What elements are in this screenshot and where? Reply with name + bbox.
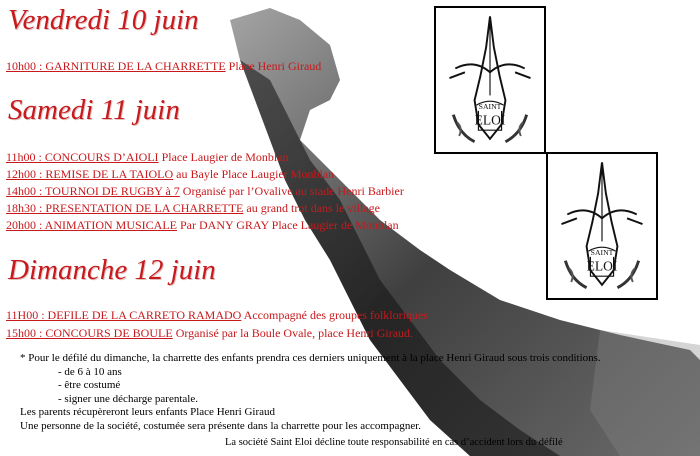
note-condition: - signer une décharge parentale.: [58, 392, 198, 405]
saint-eloi-emblem-icon: [548, 154, 656, 298]
note-condition: - être costumé: [58, 379, 121, 391]
event-detail: Place Henri Giraud: [225, 59, 322, 73]
event-rugby: [6, 184, 404, 198]
event-label: 15h00 : CONCOURS DE BOULE: [6, 326, 173, 340]
event-label: 12h00 : REMISE DE LA TAIOLO: [6, 167, 174, 181]
saint-eloi-emblem-icon: [436, 8, 544, 152]
emblem-text-eloi: ELOI: [474, 112, 506, 128]
day-title-vendredi: Vendredi 10 juin: [8, 4, 199, 36]
event-boule: [6, 326, 413, 340]
event-detail: au Bayle Place Laugier Monblan: [173, 167, 335, 181]
event-defile: [6, 308, 428, 322]
day-title-samedi: Samedi 11 juin: [8, 94, 180, 126]
disclaimer-footer: La société Saint Eloi décline toute responsabilité en cas d’accident lors du défilé: [225, 437, 563, 448]
event-aioli: [6, 150, 289, 164]
emblem-text-saint: SAINT: [590, 247, 614, 257]
event-detail: Organisé par l’Ovalive au stade Henri Barbier: [179, 184, 404, 198]
event-animation: [6, 218, 399, 232]
event-detail: au grand trot dans le village: [243, 201, 380, 215]
event-garniture: [6, 59, 321, 73]
emblem-text-saint: SAINT: [478, 101, 502, 111]
emblem-text-eloi: ELOI: [586, 258, 618, 274]
event-label: 11H00 : DEFILE DE LA CARRETO RAMADO: [6, 308, 242, 322]
event-detail: Accompagné des groupes folkloriques: [241, 308, 428, 322]
event-taiolo: [6, 167, 334, 181]
event-label: 11h00 : CONCOURS D’AIOLI: [6, 150, 159, 164]
day-title-dimanche: Dimanche 12 juin: [8, 254, 216, 286]
event-presentation: [6, 201, 380, 215]
note-line: * Pour le défilé du dimanche, la charrette des enfants prendra ces derniers uniquement à la place Henri Giraud sous trois conditions.: [20, 352, 601, 364]
event-detail: Organisé par la Boule Ovale, place Henri Giraud.: [172, 326, 414, 340]
note-line: Les parents récupèreront leurs enfants Place Henri Giraud: [20, 406, 276, 418]
saint-eloi-emblem: [546, 152, 658, 300]
note-condition: - de 6 à 10 ans: [58, 365, 122, 378]
event-label: 18h30 : PRESENTATION DE LA CHARRETTE: [6, 201, 244, 215]
note-line: Une personne de la société, costumée sera présente dans la charrette pour les accompagner.: [20, 419, 422, 432]
event-detail: Par DANY GRAY Place Laugier de Monblan: [177, 218, 399, 232]
event-label: 14h00 : TOURNOI DE RUGBY à 7: [6, 184, 180, 198]
event-label: 20h00 : ANIMATION MUSICALE: [6, 218, 177, 232]
event-detail: Place Laugier de Monblan: [158, 150, 289, 164]
conditions-notes: [20, 352, 601, 433]
event-label: 10h00 : GARNITURE DE LA CHARRETTE: [6, 59, 226, 73]
saint-eloi-emblem: [434, 6, 546, 154]
